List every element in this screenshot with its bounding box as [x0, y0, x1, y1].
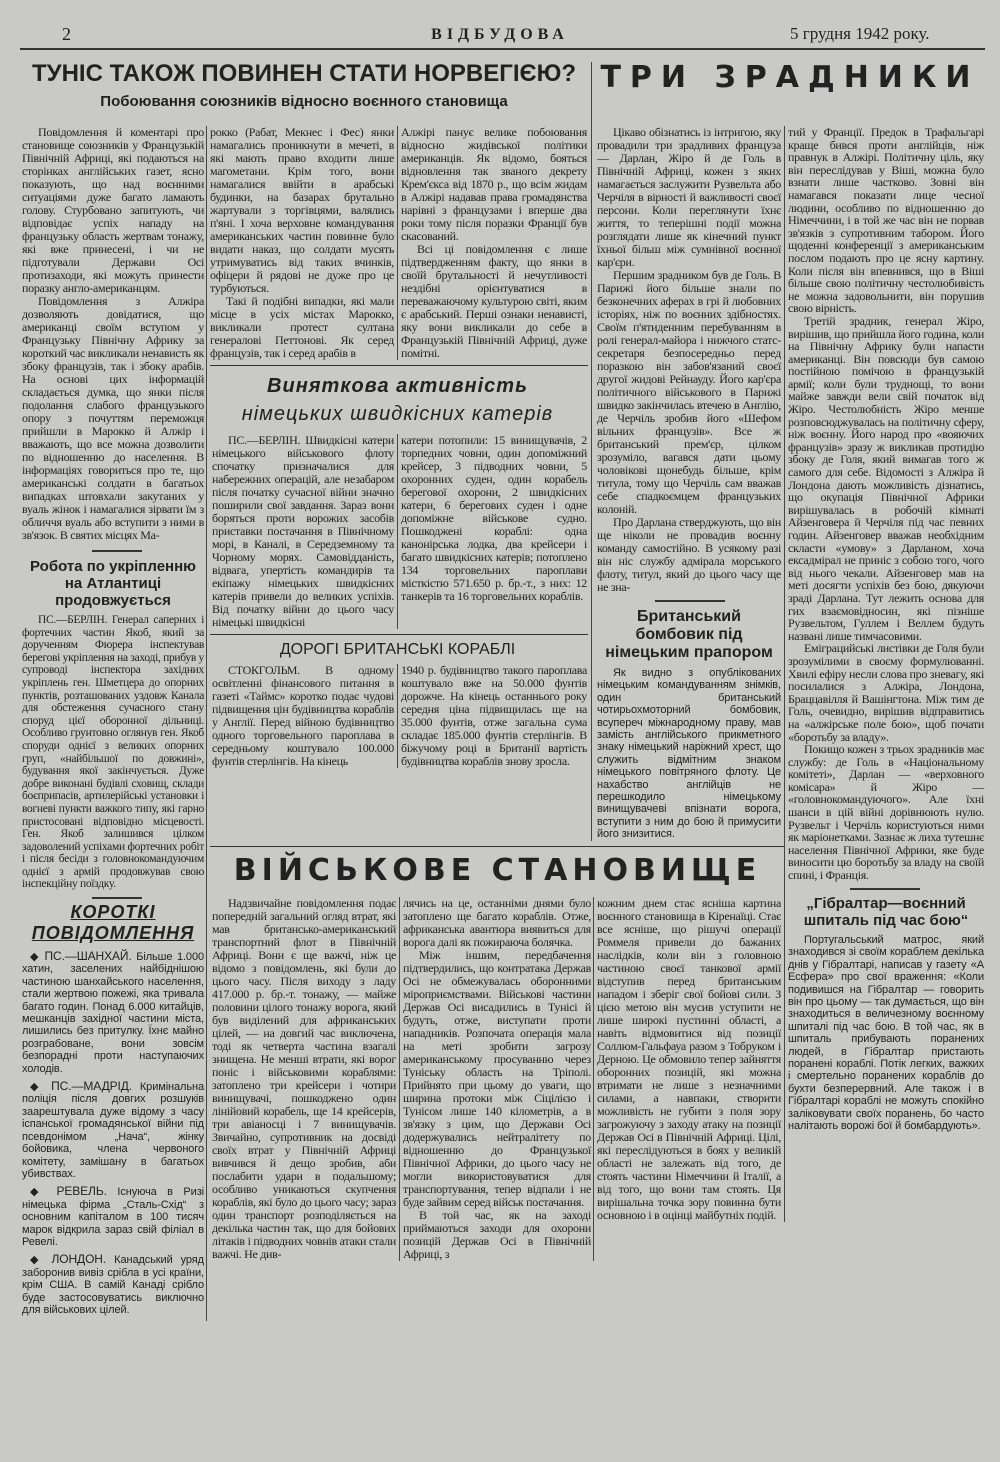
gibraltar-text	[788, 934, 984, 1133]
paragraph: рокко (Рабат, Мекнес і Фес) янки намагались проникнути в мечеті, в які мають право входити лише магометани. Крім того, вони намагалися ввійти в арабські будинки, на базарах брутально жартували з торгівцями, валялись п'яні. І хоча верховне командування американських частин повинне було видати наказ, що солдати мусять утримуватись від таких вчинків, офіцери й рядові не дуже про це турбуються.	[210, 125, 394, 295]
issue-date: 5 грудня 1942 року.	[790, 24, 930, 43]
divider	[92, 897, 142, 899]
paragraph: Всі ці повідомлення є лише підтвердженням факту, що янки в своїй брутальності й нечутливості нездібні орієнтуватися в переважаючому культурою світі, яким є арабський. Перші ознаки ненависті, яку вони викликали до себе в Французькій Північній Африці, дуже помітні.	[401, 242, 587, 360]
military-column-3	[597, 897, 781, 1222]
ships-column-2	[401, 664, 587, 768]
paragraph: кожним днем стає ясніша картина воєнного становища в Кіренаїці. Стає все ясніше, що рішучі операції Роммеля привели до бажаних наслідків, коли він з головною частиною своєї танкової армії відступив перед британським нападом і зберіг свої бойові сили. З цією метою він мусив уступити не лише широкі пустинні області, а навіть відмовитися від позиції Соллюм-Гальфауа разом з Тобруком і Дерною. Це обмовило тепер зайняття оборонних позицій, які можна втримати не лише з незначними силами, а навпаки, створити можливість не губити з поля зору загрожуючу з заходу атаку на позиції Держав Осі в Північній Африці. Цілі, які переслідуються в боях у великій області не залежать від того, де стоять частини Німеччини й Італії, а від того, що вони там стоять. Ця вирішальна точка зору повинна бути основною і в оцінці майбутніх подій.	[597, 896, 781, 1222]
paragraph: лячись на це, останніми днями було затоплено ще багато кораблів. Отже, африканська авантюра виявиться для ворога далі як пожираюча болячка.	[403, 896, 591, 949]
list-item	[22, 1080, 204, 1180]
military-column-2	[403, 897, 591, 1261]
paragraph: Покищо кожен з трьох зрадників має службу: де Голь в «Національному комітеті», Дарлан — «верховного комісара» й Жіро — «головнокомандуючого». Але їхні шанси в цій війні дорівнюють нулю. Рузвельт і Черчіль користуються ними як маріонетками. Зазнає ж лиха тутешнє населення Північної Африки, яке буде виносити цю боротьбу за владу на своїй спині, і Франція.	[788, 742, 984, 883]
column-divider	[397, 664, 398, 768]
list-item	[22, 1253, 204, 1316]
news-lead: ПС.—МАДРІД.	[51, 1079, 132, 1094]
column-divider	[784, 126, 785, 1222]
traitors-column-1	[597, 126, 781, 594]
page-number: 2	[62, 24, 71, 44]
divider	[655, 600, 725, 602]
paragraph: Цікаво обізнатись із інтригою, яку провадили три зрадливих француза — Дарлан, Жіро й де Голь в Північній Африці, кожен з яких намагається заслужити Рузвельта або Черчіля в вірності й важливості своєї персони. Коли переглянути їхнє життя, то теперішні події можна розглядати лише як кінечний пункт їхньої більш між сумнівної воєнної кар'єри.	[597, 125, 781, 269]
tunis-headline: ТУНІС ТАКОЖ ПОВИНЕН СТАТИ НОРВЕГІЄЮ?	[32, 60, 576, 87]
news-text: Канадський уряд заборонив вивіз срібла в усі країни, крім США. В самій Канаді срібло буде застосовуватись виключно для військових цілей.	[22, 1254, 204, 1316]
paragraph: Алжірі панує велике побоювання відносно жидівської політики американців. Як відомо, бояться відновлення так званого декрету Крем'єкса від 1870 р., що всім жидам в Алжірі надавав права громадянства нарівні з французами і вперше два роки тому після поразки Франції був скасований.	[401, 125, 587, 243]
column-divider	[593, 897, 594, 1261]
diamond-bullet-icon: ◆	[30, 1254, 52, 1267]
paragraph: Як видно з опублікованих німецьким командуванням знімків, один британський чотирьохмоторний бомбовик, всупереч міжнародному праву, мав замість англійського прикметного знаку німецький наріжний хрест, що служить відмітним знаком німецького повітряного флоту. Це нахабство англійців не перешкодило німецькому винищувачеві впізнати ворога, вступити з ним до бою й примусити його знизитися.	[597, 667, 781, 841]
paragraph: Повідомлення й коментарі про становище союзників у Французькій Північній Африці, які подаються на сторінках англійських газет, ясно показують, що над воєнними ситуаціями дуже багато ламають голову. Стурбовано запитують, чи відповідає успіх нападу на французьку область жертвам тонажу, які вже принесені, і чи не підготували Держави Осі протизаходи, які можуть принести поразку англо-американцям.	[22, 125, 204, 295]
paragraph: Еміграцийські листівки де Голя були зрозумілими в своєму формулюванні. Хвилі ефіру несли слова про зневагу, які посилалися з Алжіра, Лондона, Браццавілля й Вашінгтона. Між тим де Голь, очевидно, вирішив відправитись на «алжірське поле бою», щоб почати «боротьбу за владу».	[788, 641, 984, 744]
paragraph: ПС.—БЕРЛІН. Швидкісні катери німецького військового флоту спочатку призначалися для набережних операцій, але незабаром після початку сучасної війни значно поширили свої завдання. Зараз вони боряться проти ворожих засобів приставки постачання в Північному морі, в Каналі, в Середземному та Чорному морях. Самовідданість, відвага, упертість командирів та екіпажу німецьких швидкісних катерів привели до великих успіхів. Від початку війни до цього часу німецькі швидкісні	[212, 433, 394, 629]
paragraph: тий у Франції. Предок в Трафальгарі краще бився проти англійців, ніж правнук в Алжірі. Політичну ціль, яку він переслідував у Віші, можна було взнати лише частково. Зовні він намагався показати лице чесної людини, особливо по відношенню до Німеччини, і в той же час він не порвав зв'язків з супротивним табором. Його щоденні конференції з американським послом подають про це ясну картину. Коли після він впевнився, що в Віші більше свою політичну честолюбивість не можна задовольнити, він порушив свою вірність.	[788, 125, 984, 316]
masthead: ВІДБУДОВА	[431, 26, 569, 43]
news-lead: РЕВЕЛЬ.	[56, 1184, 107, 1199]
paragraph: Між іншим, передбачення підтвердились, що контратака Держав Осі не обмежувалась оборонними міроприємствами. Військові частини Держав Осі висадились в Тунісі й будуть, отже, виступати проти нападників. Розпочата операція мала на меті зробити загрозу американському просуванню через Туніську область на Тріполі. Прийнято при цьому до уваги, що ширина протоки між Сіцілією і Тунісом лише 140 кілометрів, а в зв'язку з цим, що Держави Осі додержувались нейтралітету по відношенню до Французької Північної Африки, до цього часу не могли використовуватися для транспортування, тепер відпали і не буде зайвим серед військ постачання.	[403, 948, 591, 1209]
bomber-headline: Британський бомбовик під німецьким прапором	[605, 608, 773, 661]
divider	[210, 846, 785, 847]
traitors-headline: ТРИ ЗРАДНИКИ	[600, 60, 980, 95]
divider	[210, 634, 588, 635]
divider	[850, 888, 920, 890]
ships-headline: ДОРОГІ БРИТАНСЬКІ КОРАБЛІ	[279, 641, 516, 658]
column-divider	[397, 434, 398, 629]
column-divider	[206, 126, 207, 1321]
boats-headline-line1: Виняткова активність	[267, 375, 528, 397]
military-headline: ВІЙСЬКОВЕ СТАНОВИЩЕ	[233, 853, 762, 888]
paragraph: Третій зрадник, генерал Жіро, вирішив, що прийшла його година, коли на Північну Африку були напасти американці. Він повсюди був самою постійною помічою в французькій армії; коли були труднощі, то вони майже завжди вели свій початок від Жіро. Честолюбність Жіро менше розповсюджувалась на політичну сферу, ніж воєнну. Його народ про «вояючих французів» зразу ж викликав протидію збоку де Голя, який вимагав того ж самого для себе. Відомості з Алжіра й Лондона дають можливість дізнатись, що окупація Північної Африки вирішувалась в робочій кімнаті Айзенговера й Черчіля під час певних годин. Айзенговер вважав необхідним скласти «умову» з Дарланом, хоча ексадмірал не приніс з собою того, чого від нього чекали. Айзенговер мав на меті досягти успіхів без бою, дякуючи зраді Дарлана. Тут лежить основа для гих взаємовідносин, які пізніше Рузвельтом, Гуллем і Веллем будуть названі лише тимчасовими.	[788, 313, 984, 643]
news-lead: ЛОНДОН.	[51, 1252, 107, 1267]
boats-column-2	[401, 434, 587, 603]
paragraph: Про Дарлана стверджують, що він ще ніколи не провадив воєнну команду самостійно. В усякому разі він ніс службу адмірала морського флоту, титул, який до цього часу ще не зна-	[597, 515, 781, 594]
news-text: Існуюча в Ризі німецька фірма „Сталь-Схід“ з основним капіталом в 100 тисяч марок відкрила зараз свій філіал в Ревелі.	[22, 1186, 204, 1248]
boats-headline-line2: німецьких швидкісних катерів	[241, 403, 554, 425]
column-divider	[397, 126, 398, 360]
paragraph: Такі й подібні випадки, які мали місце в усіх містах Марокко, викликали протест султана генералові Петтонові. Як серед французів, так і серед арабів в	[210, 294, 394, 360]
atlantic-headline: Робота по укріпленню на Атлантиці продовжується	[30, 558, 196, 609]
paragraph: Надзвичайне повідомлення подає попередній загальний огляд втрат, які мав британсько-американський транспортний флот в Північній Африці. Вони є ще важчі, ніж це відомо з повідомлень, які були до цього часу. Після виходу з ладу 417.000 р. бр.-т. тонажу, — майже половини цілого тонажу ворога, який був виділений для африканських цілей, — на довгий час виключена, тоді як четверта частина взагалі знищена. Не менші втрати, які ворог поніс і військовими кораблями: затоплено три крейсери і чотири винищувачі, пошкоджено один лінійовий корабель, ще 14 крейсерів, три авіаносці і 7 винищувачів. Звичайно, супротивник на досвіді своїх втрат у Північній Африці вивчився й дещо зробив, аби послабити удари в подальшому; особливо уникаються скупчення кораблів, які було до цього часу; зараз один транспорт розподіляється на декілька частин так, що для бойових літаків і підводних човнів атаки стали важчі. Не див-	[212, 896, 396, 1261]
list-item	[22, 1185, 204, 1248]
tunis-column-3	[401, 126, 587, 360]
short-news-title-line1: КОРОТКІ	[70, 902, 156, 922]
paragraph: В той час, як на заході приймаються заходи для охорони позицій Держав Осі в Північній Африці, з	[403, 1208, 591, 1261]
news-text: Кримінальна поліція після довгих розшуків заарештувала дуже відому з часу іспанської громадянської війни під псевдонімом „Нача“, жінку бойовика, члена червоного комітету, замішану в багатьох убивствах.	[22, 1081, 204, 1180]
list-item	[22, 950, 204, 1075]
tunis-subtitle: Побоювання союзників відносно воєнного становища	[100, 93, 508, 110]
bomber-text	[597, 667, 781, 841]
news-text: Більше 1.000 хатин, заселених найбіднішою частиною шанхайського населення, стали жертвою пожежі, яка тривала багато годин. Понад 6.000 китайців, мешканців західної частини міста, лишились без притулку. Їхнє майно розграбоване, вони зовсім безпорадні проти наступаючих холодів.	[22, 951, 204, 1075]
gibraltar-headline: „Гібралтар—воєнний шпиталь під час бою“	[803, 895, 969, 929]
header-rule	[20, 48, 985, 50]
diamond-bullet-icon: ◆	[30, 951, 45, 963]
divider	[92, 550, 142, 552]
news-lead: ПС.—ШАНХАЙ.	[44, 949, 132, 963]
divider	[210, 365, 588, 366]
atlantic-text	[22, 614, 204, 891]
traitors-column-2	[788, 126, 984, 882]
column-divider	[591, 62, 592, 841]
paragraph: катери потопили: 15 винищувачів, 2 торпедних човни, один допоміжний крейсер, 3 підводних човни, 5 охоронних суден, один корабель берегової охорони, 2 швидкісних катери, 6 берегових суден і одне допоміжне військове судно. Пошкоджені кораблі: одна канонірська лодка, два крейсери і багато швидкісних катерів; потоплено 134 торговельних пароплави місткістю 571.650 р. бр.-т., з них: 12 танкерів та 16 торговельних кораблів.	[401, 433, 587, 603]
boats-column-1	[212, 434, 394, 629]
paragraph: Повідомлення з Алжіра дозволяють довідатися, що американці своїм вступом у Французьку Північну Африку за короткий час викликали ненависть як збоку французів, так і збоку арабів. На основі цих інформацій складається думка, що янки після подолання слабого французького опору з почуттям переможця прийшли в Марокко й Алжір і вважають, що все можна дозволити по відношенню до населення. В інформаціях говориться про те, що американські солдати в багатьох випадках штовхали закутаних у вуаль жінок і намагалися зірвати їм з обличчя вуаль або вступити з ними в зв'язок. В святих місцях Ма-	[22, 294, 204, 542]
ships-column-1	[212, 664, 394, 768]
paragraph: ПС.—БЕРЛІН. Генерал саперних і фортечних частин Якоб, який за дорученням Фюрера інспектував берегові укріплення на заході, прибув у супроводі інспектора західних укріплень ген. Шметцера до опорних пунктів, розташованих уздовж Канала для обстеження сучасного стану споруд цієї оборонної дільниці. Особливо грунтовно оглянув ген. Якоб споруди однієї з великих опорних груп, «найбільшої по довжині», будування якої закінчується. Дуже добре виконані будівлі сховищ, склади боєприпасів, артилерійські установки і вогневі пункти важкого типу, які гарно пристосовані відповідно місцевості. Ген. Якоб залишився цілком задоволений успіхами фортечних робіт і після бесіди з головнокомандуючим однієї з армій продовжував свою інспекційну поїздку.	[22, 614, 204, 891]
paragraph: Першим зрадником був де Голь. В Парижі його більше знали по безконечних аферах в грі й любовних історіях, ніж по воєнних здібностях. Своїм п'ятиденним перебуванням в ролі генерал-майора і нижчого статс-секретаря безпосередньо перед поразкою він забов'язаний своєї другої жидові Рейнауду. Його кар'єра політичного військового в Парижі швидко закінчилась втечею в Англію, де Черчіль зробив його «Шефом вільних французів». Все ж британський прем'єр, цілком зрозуміло, вагався дати цьому чоловікові щонебудь більше, крім титула, тому що Черчіль сам вважав себе спадкоємцем французьких колоній.	[597, 268, 781, 516]
paragraph: СТОКГОЛЬМ. В одному освітленні фінансового питання в газеті «Таймс» коротко подає чудові підвищення цін будівництва кораблів у Англії. Перед війною будівництво одного торговельного пароплава в середньому коштувало 100.000 фунтів стерлінгів. На кінець	[212, 663, 394, 768]
diamond-bullet-icon: ◆	[30, 1186, 57, 1199]
short-news-list	[22, 950, 204, 1321]
tunis-column-2	[210, 126, 394, 360]
paragraph: 1940 р. будівництво такого пароплава коштувало вже на 50.000 фунтів дорожче. На кінець останнього року середня ціна підвищилась ще на 35.000 фунтів, отже загальна сума складає 185.000 фунтів стерлінгів. В біжучому році в Британії вартість будівництва кораблів знову зросла.	[401, 663, 587, 768]
short-news-title-line2: ПОВІДОМЛЕННЯ	[31, 923, 195, 943]
tunis-column-1	[22, 126, 204, 542]
paragraph: Португальський матрос, який знаходився зі своїм кораблем декілька днів у Гібралтарі, написав у газету «А Есфера» про свої враження: «Коли подивишся на Гібралтар — говорить він про цьому — так думається, що він знаходиться в величезному воєнному шпиталі під час бою. В той час, як в шпиталь прибувають поранених людей, в Гібралтар пристають поранені кораблі. Потік легких, важких і смертельно поранених кораблів до бухти безперервний. Але також і в Гібралтарі кораблі не можуть спокійно заліковувати своїх поранень, бо часто налітають ворожі бої й бомбардують».	[788, 934, 984, 1133]
diamond-bullet-icon: ◆	[30, 1081, 52, 1094]
military-column-1	[212, 897, 396, 1261]
column-divider	[399, 897, 400, 1261]
